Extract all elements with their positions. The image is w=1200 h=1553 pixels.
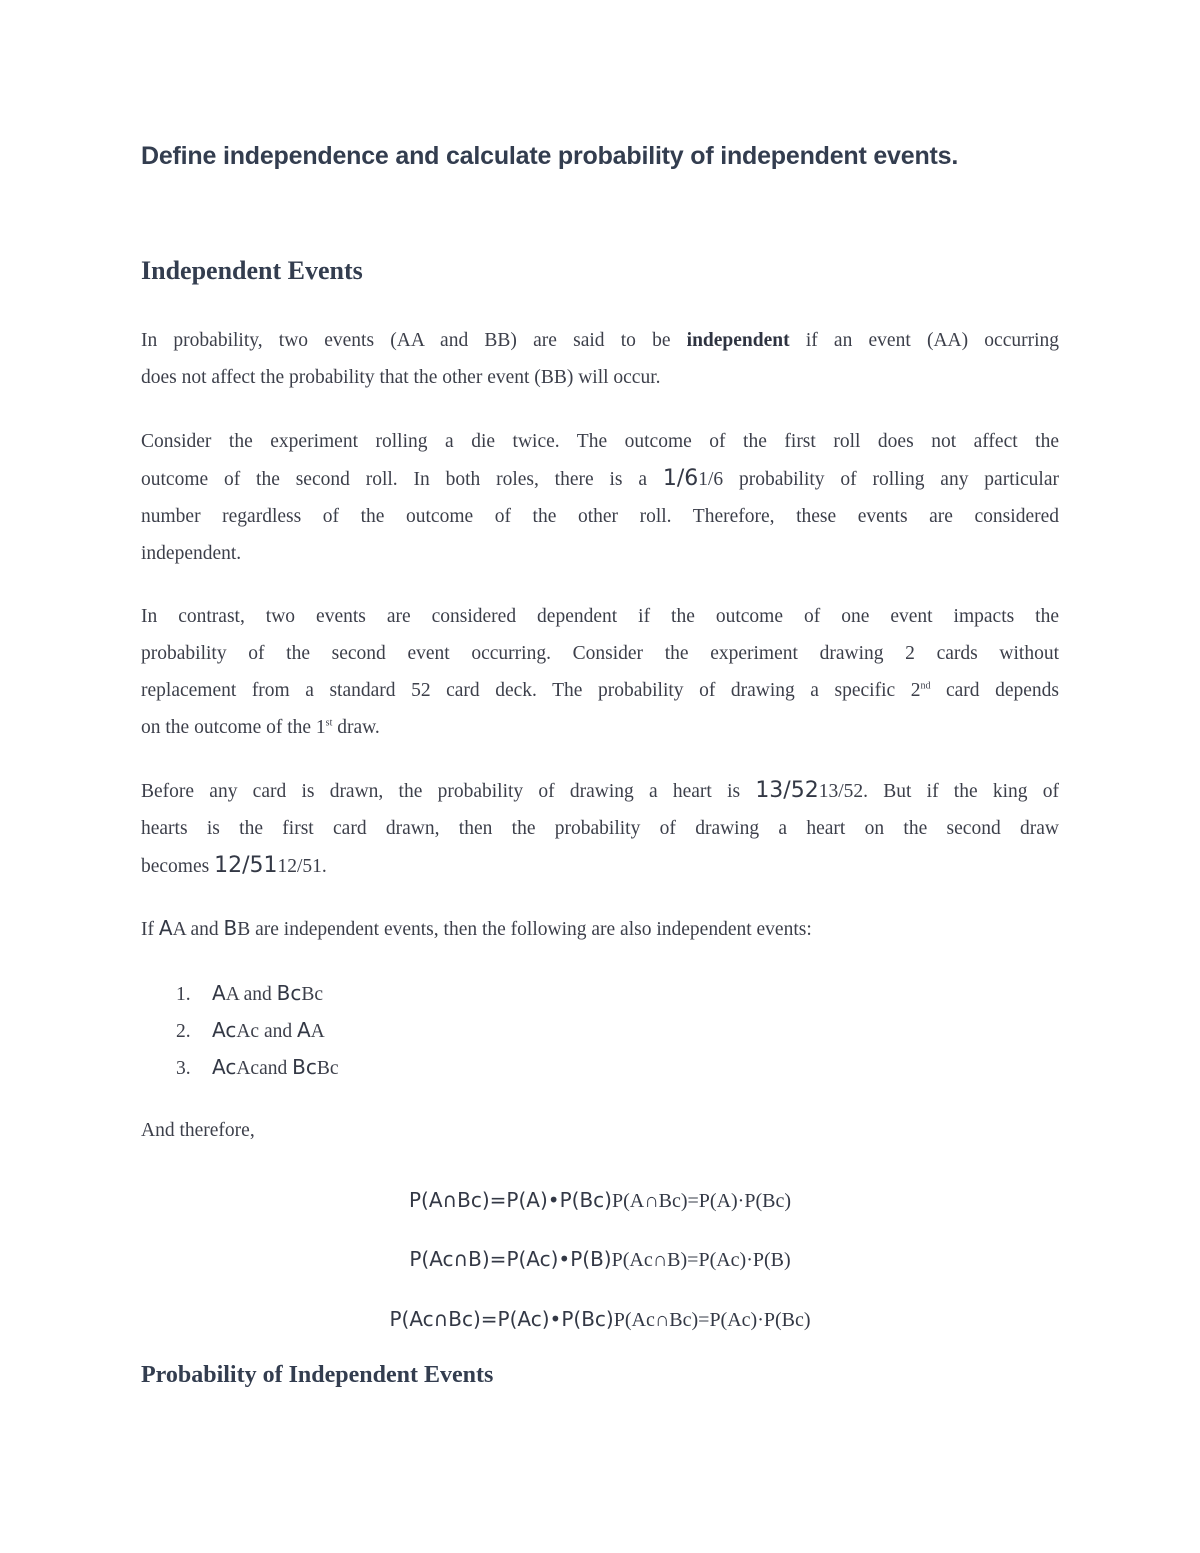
paragraph-therefore — [141, 1112, 1059, 1149]
paragraph-line: number regardless of the outcome of the other roll. Therefore, these events are considered — [141, 506, 1059, 527]
math-fraction: 1/6 — [662, 466, 699, 491]
paragraph-line: does not affect the probability that the other event (BB) will occur. — [141, 367, 661, 388]
paragraph-line: becomes 12/5112/51. — [141, 853, 327, 878]
bold-term-independent: independent — [686, 330, 790, 351]
paragraph-definition — [141, 322, 1059, 396]
section-heading-probability-of-independent-events: Probability of Independent Events — [141, 1362, 494, 1388]
paragraph-line: outcome of the second roll. In both roles, there is a 1/61/6 probability of rolling any particular — [141, 466, 1059, 491]
paragraph-line: In probability, two events (AA and BB) are said to be independent if an event (AA) occurring — [141, 330, 1060, 351]
paragraph-line: In contrast, two events are considered dependent if the outcome of one event impacts the — [141, 606, 1059, 627]
paragraph-line: independent. — [141, 543, 242, 564]
paragraph-line: If AA and BB are independent events, then the following are also independent events: — [141, 916, 812, 940]
paragraph-line: Consider the experiment rolling a die twice. The outcome of the first roll does not affect the — [141, 431, 1059, 452]
math-fraction: 12/51 — [214, 853, 278, 878]
page-title: Define independence and calculate probability of independent events. — [141, 142, 959, 170]
equation-1: P(A∩Bc)=P(A)•P(Bc)P(A∩Bc)=P(A)·P(Bc) — [408, 1188, 792, 1212]
list-item: 1. AA and BcBc — [176, 981, 323, 1005]
paragraph-hearts-example — [141, 772, 1059, 885]
list-item: 3. AcAcand BcBc — [176, 1055, 339, 1079]
math-fraction: 13/52 — [755, 778, 819, 803]
section-heading-independent-events: Independent Events — [141, 256, 363, 285]
paragraph-complements-intro — [141, 910, 1059, 948]
list-item: 2. AcAc and AA — [176, 1018, 325, 1042]
paragraph-line: And therefore, — [141, 1120, 255, 1141]
equation-2: P(Ac∩B)=P(Ac)•P(B)P(Ac∩B)=P(Ac)·P(B) — [409, 1247, 791, 1271]
paragraph-line: replacement from a standard 52 card deck. The probability of drawing a specific 2nd card depends — [141, 680, 1059, 701]
paragraph-line: hearts is the first card drawn, then the probability of drawing a heart on the second draw — [141, 818, 1059, 839]
numbered-list — [176, 975, 339, 1086]
paragraph-die-example — [141, 423, 1059, 572]
paragraph-dependent-contrast — [141, 598, 1059, 746]
paragraph-line: Before any card is drawn, the probability of drawing a heart is 13/5213/52. But if the king of — [141, 778, 1059, 803]
paragraph-line: probability of the second event occurring. Consider the experiment drawing 2 cards without — [141, 643, 1059, 664]
paragraph-line: on the outcome of the 1st draw. — [141, 717, 380, 738]
equation-3: P(Ac∩Bc)=P(Ac)•P(Bc)P(Ac∩Bc)=P(Ac)·P(Bc) — [389, 1307, 811, 1331]
